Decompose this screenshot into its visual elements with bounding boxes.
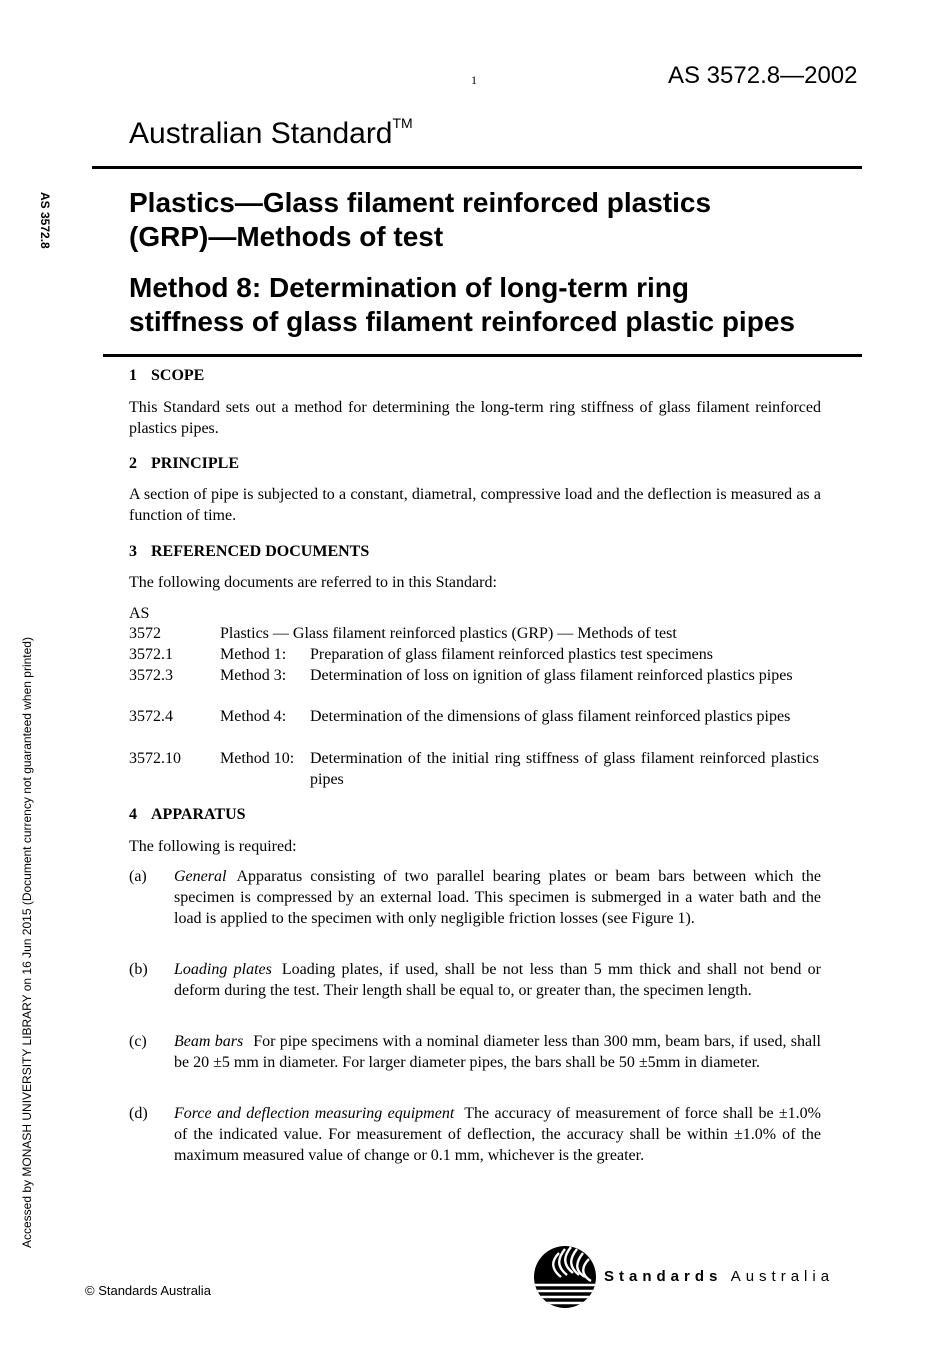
brand-title: [129, 117, 413, 151]
document-code: AS 3572.8—2002: [668, 62, 858, 89]
document-title: [129, 186, 849, 254]
title-line-1: Plastics—Glass filament reinforced plastics: [129, 187, 712, 218]
section-heading-apparatus: 4 APPARATUS: [129, 806, 246, 823]
trademark-mark: TM: [392, 115, 413, 131]
references-org: AS: [129, 605, 150, 622]
subtitle-line-1: Method 8: Determination of long-term ring: [129, 272, 689, 303]
section-heading-scope: 1 SCOPE: [129, 367, 205, 384]
section-heading-principle: 2 PRINCIPLE: [129, 455, 240, 472]
standards-australia-logo-text: Standards Australia: [604, 1268, 835, 1285]
section-heading-references: 3 REFERENCED DOCUMENTS: [129, 543, 370, 560]
title-line-2: (GRP)—Methods of test: [129, 221, 444, 252]
document-subtitle: [129, 271, 849, 339]
top-divider: [92, 166, 862, 169]
brand-name: Australian Standard: [129, 117, 393, 150]
principle-paragraph: A section of pipe is subjected to a constant, diametral, compressive load and the deflection is measured as a function of time.: [129, 486, 821, 524]
title-divider: [103, 354, 862, 357]
page-number: 1: [471, 73, 477, 87]
side-document-code: AS 3572.8: [38, 192, 52, 249]
scope-paragraph: This Standard sets out a method for determining the long-term ring stiffness of glass filament reinforced plastics pipes.: [129, 399, 821, 437]
access-note: Accessed by MONASH UNIVERSITY LIBRARY on 16 Jun 2015 (Document currency not guaranteed when printed): [20, 637, 34, 1248]
copyright-notice: © Standards Australia: [85, 1283, 211, 1298]
subtitle-line-2: stiffness of glass filament reinforced plastic pipes: [129, 306, 795, 337]
standards-australia-logo-icon: [533, 1245, 597, 1309]
apparatus-intro: The following is required:: [129, 838, 297, 855]
references-intro: The following documents are referred to in this Standard:: [129, 574, 497, 591]
